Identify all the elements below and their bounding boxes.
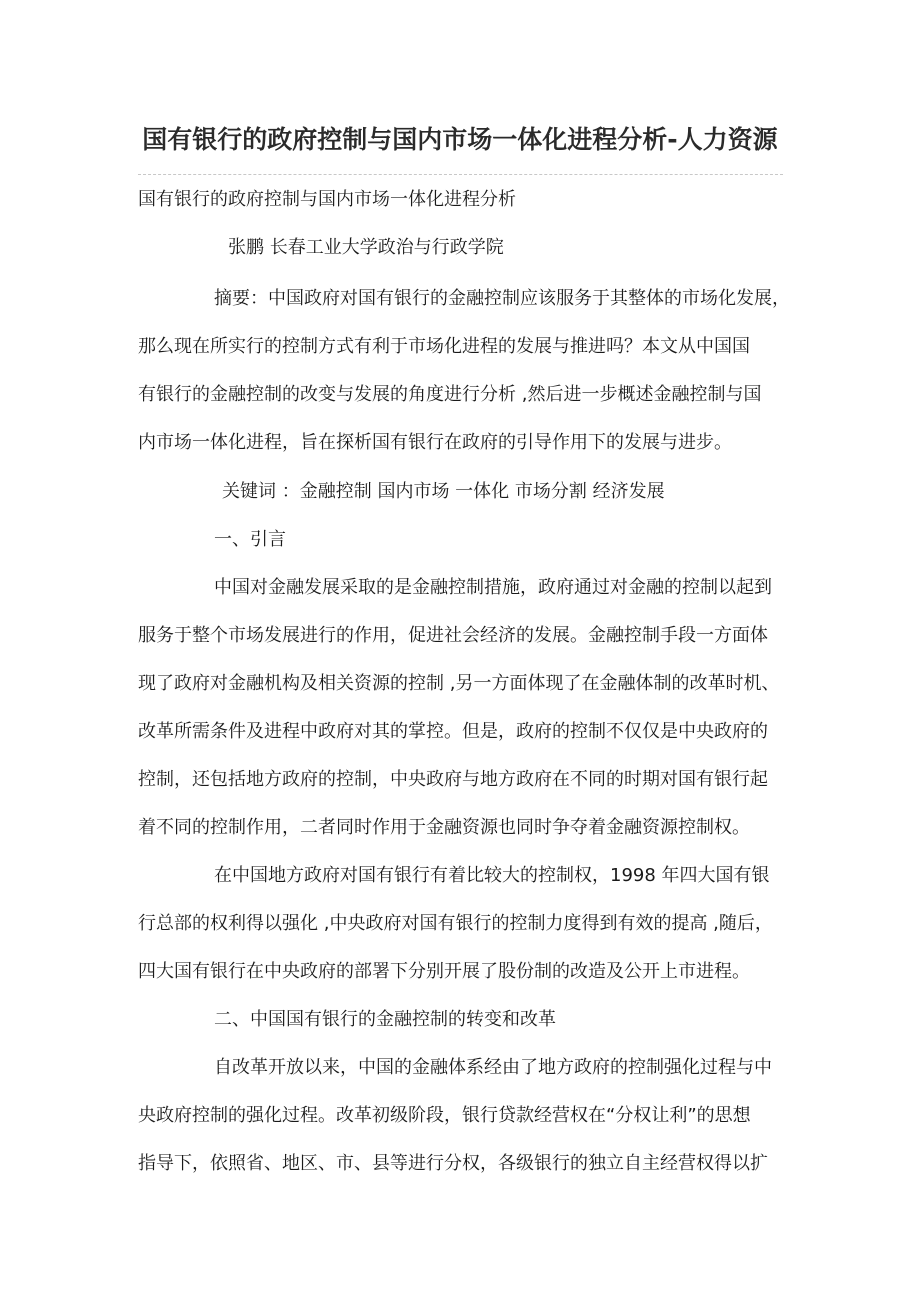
author-line: 张鹏 长春工业大学政治与行政学院	[228, 237, 504, 258]
document-title: 国有银行的政府控制与国内市场一体化进程分析-人力资源	[142, 125, 778, 154]
paragraph-line: 四大国有银行在中央政府的部署下分别开展了股份制的改造及公开上市进程。	[138, 961, 750, 982]
paragraph-line: 控制，还包括地方政府的控制，中央政府与地方政府在不同的时期对国有银行起	[138, 769, 768, 790]
paragraph-line: 自改革开放以来，中国的金融体系经由了地方政府的控制强化过程与中	[214, 1057, 772, 1078]
section-heading-reform: 二、中国国有银行的金融控制的转变和改革	[214, 1009, 556, 1030]
paragraph-line: 现了政府对金融机构及相关资源的控制 ,另一方面体现了在金融体制的改革时机、	[138, 673, 780, 694]
keywords-line: 关键词 ：金融控制 国内市场 一体化 市场分割 经济发展	[222, 481, 665, 502]
abstract-line: 那么现在所实行的控制方式有利于市场化进程的发展与推进吗？本文从中国国	[138, 336, 750, 357]
paragraph-line: 服务于整个市场发展进行的作用，促进社会经济的发展。金融控制手段一方面体	[138, 625, 768, 646]
title-divider	[138, 174, 783, 175]
paragraph-line: 着不同的控制作用，二者同时作用于金融资源也同时争夺着金融资源控制权。	[138, 817, 750, 838]
article-subtitle: 国有银行的政府控制与国内市场一体化进程分析	[138, 189, 516, 210]
paragraph-line: 指导下，依照省、地区、市、县等进行分权，各级银行的独立自主经营权得以扩	[138, 1153, 768, 1174]
paragraph-line: 行总部的权利得以强化 ,中央政府对国有银行的控制力度得到有效的提高 ,随后，	[138, 913, 773, 934]
paragraph-line: 在中国地方政府对国有银行有着比较大的控制权，1998 年四大国有银	[214, 865, 770, 886]
abstract-line: 摘要：中国政府对国有银行的金融控制应该服务于其整体的市场化发展，	[214, 288, 790, 309]
abstract-line: 内市场一体化进程，旨在探析国有银行在政府的引导作用下的发展与进步。	[138, 432, 732, 453]
paragraph-line: 改革所需条件及进程中政府对其的掌控。但是，政府的控制不仅仅是中央政府的	[138, 721, 768, 742]
paragraph-line: 中国对金融发展采取的是金融控制措施，政府通过对金融的控制以起到	[214, 577, 772, 598]
abstract-line: 有银行的金融控制的改变与发展的角度进行分析 ,然后进一步概述金融控制与国	[138, 384, 762, 405]
paragraph-line: 央政府控制的强化过程。改革初级阶段，银行贷款经营权在“分权让利”的思想	[138, 1105, 751, 1126]
section-heading-intro: 一、引言	[214, 529, 286, 550]
